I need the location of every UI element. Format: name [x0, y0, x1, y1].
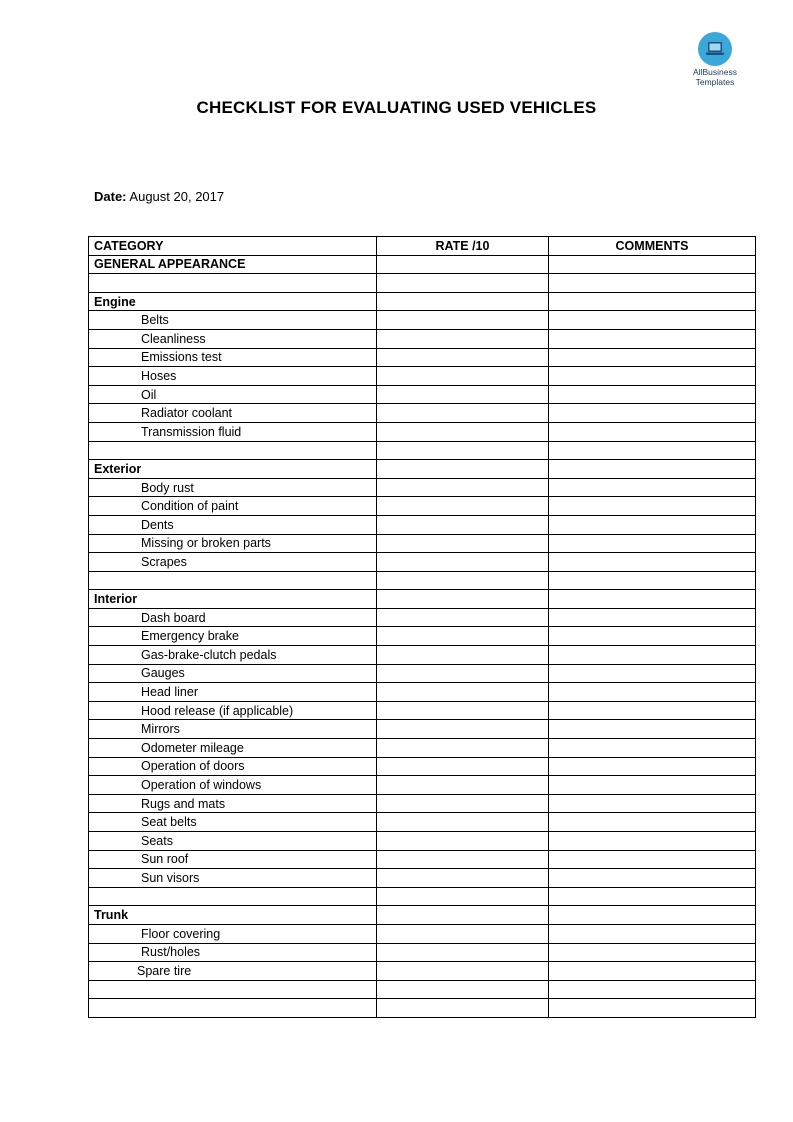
category-cell	[89, 980, 377, 999]
table-row	[89, 757, 756, 776]
table-row	[89, 739, 756, 758]
category-cell: Transmission fluid	[89, 422, 377, 441]
rate-cell[interactable]	[377, 850, 549, 869]
table-row	[89, 608, 756, 627]
category-cell: Gas-brake-clutch pedals	[89, 646, 377, 665]
category-cell: Hoses	[89, 367, 377, 386]
table-row	[89, 404, 756, 423]
category-cell: Seats	[89, 832, 377, 851]
comments-cell[interactable]	[549, 478, 756, 497]
rate-cell[interactable]	[377, 590, 549, 609]
comments-cell[interactable]	[549, 887, 756, 906]
category-cell: Interior	[89, 590, 377, 609]
table-row	[89, 720, 756, 739]
date-line	[94, 189, 224, 204]
comments-cell[interactable]	[549, 608, 756, 627]
category-cell: Scrapes	[89, 553, 377, 572]
rate-cell[interactable]	[377, 869, 549, 888]
category-cell: Operation of windows	[89, 776, 377, 795]
rate-cell[interactable]	[377, 571, 549, 590]
comments-cell[interactable]	[549, 646, 756, 665]
rate-cell[interactable]	[377, 962, 549, 981]
table-row	[89, 943, 756, 962]
table-row	[89, 311, 756, 330]
header-comments: COMMENTS	[549, 237, 756, 256]
table-row	[89, 627, 756, 646]
comments-cell[interactable]	[549, 850, 756, 869]
category-cell: Spare tire	[89, 962, 377, 981]
table-row	[89, 460, 756, 479]
category-cell	[89, 999, 377, 1018]
rate-cell[interactable]	[377, 776, 549, 795]
rate-cell[interactable]	[377, 385, 549, 404]
rate-cell[interactable]	[377, 255, 549, 274]
rate-cell[interactable]	[377, 478, 549, 497]
category-cell: Gauges	[89, 664, 377, 683]
category-cell: Dash board	[89, 608, 377, 627]
table-row	[89, 515, 756, 534]
category-cell: Belts	[89, 311, 377, 330]
comments-cell[interactable]	[549, 404, 756, 423]
category-cell: Condition of paint	[89, 497, 377, 516]
table-row	[89, 776, 756, 795]
table-row	[89, 255, 756, 274]
category-cell: Sun visors	[89, 869, 377, 888]
rate-cell[interactable]	[377, 627, 549, 646]
table-row	[89, 832, 756, 851]
comments-cell[interactable]	[549, 906, 756, 925]
comments-cell[interactable]	[549, 832, 756, 851]
comments-cell[interactable]	[549, 422, 756, 441]
rate-cell[interactable]	[377, 887, 549, 906]
category-cell: Mirrors	[89, 720, 377, 739]
rate-cell[interactable]	[377, 646, 549, 665]
logo-line-2: Templates	[695, 76, 735, 87]
category-cell: Trunk	[89, 906, 377, 925]
comments-cell[interactable]	[549, 813, 756, 832]
comments-cell[interactable]	[549, 292, 756, 311]
comments-cell[interactable]	[549, 776, 756, 795]
table-row	[89, 274, 756, 293]
table-row	[89, 534, 756, 553]
table-row	[89, 794, 756, 813]
comments-cell[interactable]	[549, 943, 756, 962]
page-title: CHECKLIST FOR EVALUATING USED VEHICLES	[196, 98, 597, 117]
category-cell: Emissions test	[89, 348, 377, 367]
table-row	[89, 664, 756, 683]
comments-cell[interactable]	[549, 255, 756, 274]
comments-cell[interactable]	[549, 385, 756, 404]
rate-cell[interactable]	[377, 348, 549, 367]
category-cell: Seat belts	[89, 813, 377, 832]
table-row	[89, 850, 756, 869]
rate-cell[interactable]	[377, 422, 549, 441]
rate-cell[interactable]	[377, 367, 549, 386]
comments-cell[interactable]	[549, 460, 756, 479]
comments-cell[interactable]	[549, 701, 756, 720]
category-cell: Head liner	[89, 683, 377, 702]
comments-cell[interactable]	[549, 590, 756, 609]
rate-cell[interactable]	[377, 683, 549, 702]
rate-cell[interactable]	[377, 701, 549, 720]
table-row	[89, 906, 756, 925]
category-cell: Radiator coolant	[89, 404, 377, 423]
comments-cell[interactable]	[549, 720, 756, 739]
rate-cell[interactable]	[377, 739, 549, 758]
category-cell: Body rust	[89, 478, 377, 497]
table-row	[89, 329, 756, 348]
rate-cell[interactable]	[377, 329, 549, 348]
comments-cell[interactable]	[549, 329, 756, 348]
category-cell: Rugs and mats	[89, 794, 377, 813]
table-row	[89, 348, 756, 367]
logo	[682, 32, 748, 87]
table-row	[89, 980, 756, 999]
category-cell: Exterior	[89, 460, 377, 479]
logo-line-1: AllBusiness	[693, 67, 737, 77]
category-cell: Hood release (if applicable)	[89, 701, 377, 720]
comments-cell[interactable]	[549, 962, 756, 981]
rate-cell[interactable]	[377, 943, 549, 962]
table-row	[89, 924, 756, 943]
table-row	[89, 869, 756, 888]
category-cell: Engine	[89, 292, 377, 311]
rate-cell[interactable]	[377, 515, 549, 534]
category-cell: Missing or broken parts	[89, 534, 377, 553]
table-row	[89, 385, 756, 404]
rate-cell[interactable]	[377, 274, 549, 293]
comments-cell[interactable]	[549, 980, 756, 999]
table-row	[89, 497, 756, 516]
rate-cell[interactable]	[377, 924, 549, 943]
comments-cell[interactable]	[549, 627, 756, 646]
table-row	[89, 962, 756, 981]
rate-cell[interactable]	[377, 460, 549, 479]
rate-cell[interactable]	[377, 664, 549, 683]
table-row	[89, 571, 756, 590]
comments-cell[interactable]	[549, 515, 756, 534]
category-cell: Oil	[89, 385, 377, 404]
comments-cell[interactable]	[549, 924, 756, 943]
category-cell: GENERAL APPEARANCE	[89, 255, 377, 274]
table-row	[89, 590, 756, 609]
category-cell: Cleanliness	[89, 329, 377, 348]
rate-cell[interactable]	[377, 497, 549, 516]
rate-cell[interactable]	[377, 794, 549, 813]
table-row	[89, 553, 756, 572]
table-row	[89, 683, 756, 702]
laptop-icon	[698, 32, 732, 66]
category-cell: Rust/holes	[89, 943, 377, 962]
table-row	[89, 646, 756, 665]
comments-cell[interactable]	[549, 739, 756, 758]
comments-cell[interactable]	[549, 571, 756, 590]
rate-cell[interactable]	[377, 832, 549, 851]
table-row	[89, 367, 756, 386]
table-row	[89, 887, 756, 906]
rate-cell[interactable]	[377, 999, 549, 1018]
category-cell: Dents	[89, 515, 377, 534]
rate-cell[interactable]	[377, 292, 549, 311]
table-row	[89, 999, 756, 1018]
header-rate: RATE /10	[377, 237, 549, 256]
rate-cell[interactable]	[377, 534, 549, 553]
table-row	[89, 441, 756, 460]
comments-cell[interactable]	[549, 497, 756, 516]
rate-cell[interactable]	[377, 441, 549, 460]
comments-cell[interactable]	[549, 757, 756, 776]
category-cell: Operation of doors	[89, 757, 377, 776]
comments-cell[interactable]	[549, 534, 756, 553]
comments-cell[interactable]	[549, 367, 756, 386]
comments-cell[interactable]	[549, 274, 756, 293]
comments-cell[interactable]	[549, 348, 756, 367]
category-cell: Floor covering	[89, 924, 377, 943]
table-header-row	[89, 237, 756, 256]
rate-cell[interactable]	[377, 553, 549, 572]
rate-cell[interactable]	[377, 757, 549, 776]
rate-cell[interactable]	[377, 404, 549, 423]
rate-cell[interactable]	[377, 813, 549, 832]
table-row	[89, 422, 756, 441]
comments-cell[interactable]	[549, 794, 756, 813]
comments-cell[interactable]	[549, 311, 756, 330]
comments-cell[interactable]	[549, 999, 756, 1018]
category-cell: Odometer mileage	[89, 739, 377, 758]
rate-cell[interactable]	[377, 720, 549, 739]
rate-cell[interactable]	[377, 608, 549, 627]
checklist-table	[88, 236, 756, 1018]
rate-cell[interactable]	[377, 311, 549, 330]
table-row	[89, 813, 756, 832]
table-row	[89, 478, 756, 497]
category-cell	[89, 441, 377, 460]
table-row	[89, 701, 756, 720]
category-cell	[89, 274, 377, 293]
date-label: Date:	[94, 189, 127, 204]
comments-cell[interactable]	[549, 664, 756, 683]
rate-cell[interactable]	[377, 906, 549, 925]
category-cell: Sun roof	[89, 850, 377, 869]
comments-cell[interactable]	[549, 869, 756, 888]
comments-cell[interactable]	[549, 683, 756, 702]
header-category: CATEGORY	[89, 237, 377, 256]
table-row	[89, 292, 756, 311]
category-cell	[89, 571, 377, 590]
date-value: August 20, 2017	[129, 189, 225, 204]
rate-cell[interactable]	[377, 980, 549, 999]
category-cell: Emergency brake	[89, 627, 377, 646]
logo-text	[682, 68, 748, 87]
comments-cell[interactable]	[549, 553, 756, 572]
comments-cell[interactable]	[549, 441, 756, 460]
category-cell	[89, 887, 377, 906]
